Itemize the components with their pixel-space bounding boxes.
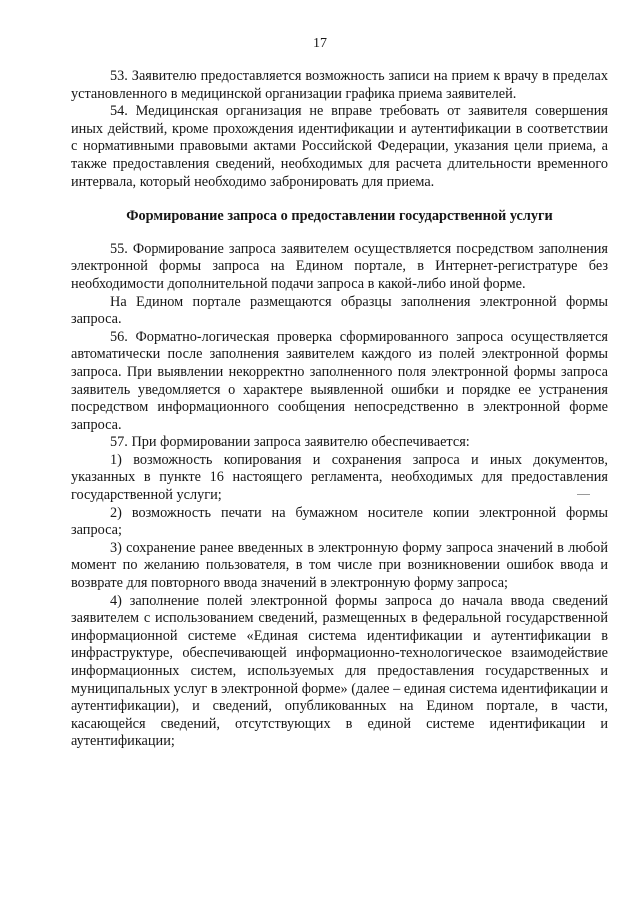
paragraph-53: 53. Заявителю предоставляется возможность записи на прием к врачу в пределах установленного в медицинской организации графика приема заявителей. [71, 68, 608, 102]
list-item-3: 3) сохранение ранее введенных в электронную форму запроса значений в любой момент по желанию пользователя, в том числе при возникновении ошибок ввода и возврате для повторного ввода значений в электронную форму запроса; [71, 539, 608, 592]
list-item-2: 2) возможность печати на бумажном носителе копии электронной формы запроса; [71, 504, 608, 539]
paragraph-55-samples: На Едином портале размещаются образцы заполнения электронной формы запроса. [71, 293, 608, 328]
paragraph-55: 55. Формирование запроса заявителем осуществляется посредством заполнения электронной формы запроса на Едином портале, в Интернет-регистратуре без необходимости дополнительной подачи запроса в какой-либо иной форме. [71, 240, 608, 292]
list-item-1: 1) возможность копирования и сохранения запроса и иных документов, указанных в пункте 16 настоящего регламента, необходимых для предоставления государственной услуги; [71, 451, 608, 504]
scan-mark [577, 494, 590, 495]
paragraph-54: 54. Медицинская организация не вправе требовать от заявителя совершения иных действий, кроме прохождения идентификации и аутентификации в соответствии с нормативными правовыми актами Российской Федерации, указания цели приема, а также предоставления сведений, необходимых для расчета длительности временного интервала, который необходимо забронировать для приема. [71, 103, 608, 190]
list-item-4: 4) заполнение полей электронной формы запроса до начала ввода сведений заявителем с использованием сведений, размещенных в федеральной государственной информационной системе «Единая система идентификации и аутентификации в инфраструктуре, обеспечивающей информационно-технологическое взаимодействие информационных систем, используемых для предоставления государственных и муниципальных услуг в электронной форме» (далее – единая система идентификации и аутентификации), и сведений, опубликованных на Едином портале, в части, касающейся сведений, отсутствующих в единой системе идентификации и аутентификации; [71, 592, 608, 750]
section-heading: Формирование запроса о предоставлении государственной услуги [126, 208, 553, 225]
paragraph-57: 57. При формировании запроса заявителю обеспечивается: [110, 434, 470, 451]
paragraph-56: 56. Форматно-логическая проверка сформированного запроса осуществляется автоматически после заполнения заявителем каждого из полей электронной формы запроса. При выявлении некорректно заполненного поля электронной формы запроса заявитель уведомляется о характере выявленной ошибки и порядке ее устранения посредством информационного сообщения непосредственно в электронной форме запроса. [71, 328, 608, 433]
document-body [71, 68, 608, 751]
page-number: 17 [313, 36, 327, 51]
